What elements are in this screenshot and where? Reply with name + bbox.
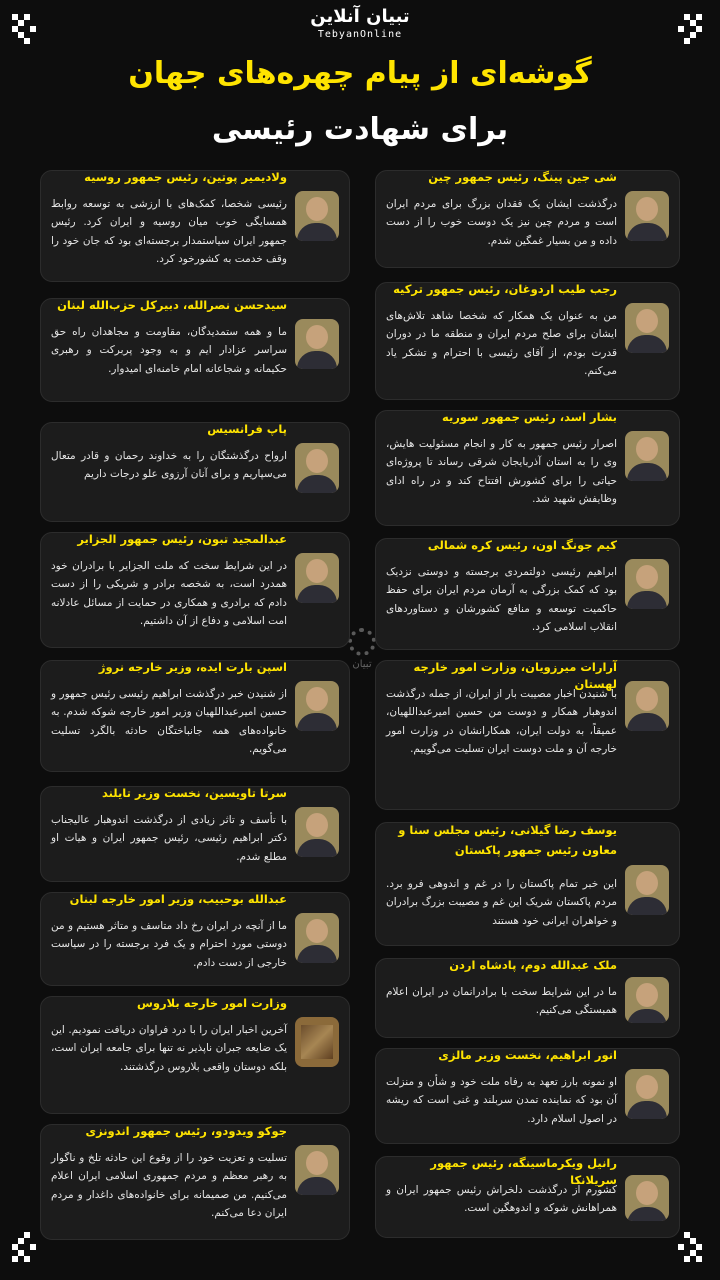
portrait-photo xyxy=(295,913,339,963)
portrait-photo xyxy=(295,443,339,493)
portrait-photo xyxy=(625,191,669,241)
portrait-photo xyxy=(295,681,339,731)
brand-logo xyxy=(0,6,720,40)
message-card xyxy=(40,170,350,282)
message-card xyxy=(40,660,350,772)
message-card xyxy=(40,892,350,986)
message-text: درگذشت ایشان یک فقدان بزرگ برای مردم ایران است و مردم چین نیز یک دوست خوب را از دست داده و من بسیار غمگین شدم. xyxy=(386,198,617,247)
portrait-photo xyxy=(625,559,669,609)
page-subtitle: برای شهادت رئیسی xyxy=(211,112,509,147)
message-text: کشورم از درگذشت دلخراش رئیس جمهور ایران و همراهانش شوکه و اندوهگین است. xyxy=(386,1184,617,1215)
speaker-name: یوسف رضا گیلانی، رئیس مجلس سنا و معاون رئیس جمهور پاکستان xyxy=(398,823,617,857)
message-card xyxy=(375,1048,680,1144)
brand-name-fa: تبیان آنلاین xyxy=(310,6,410,27)
message-text: ما و همه ستمدیدگان، مقاومت و مجاهدان راه حق سراسر عزادار ایم و به وجود پربرکت و رهبری حکیمانه و شجاعانه امام خامنه‌ای امیدوار. xyxy=(51,326,287,375)
portrait-photo xyxy=(625,1175,669,1221)
message-card xyxy=(40,298,350,402)
message-text: در این شرایط سخت که ملت الجزایر با برادران خود همدرد است، به شخصه برادر و شریکی را از دست دادم که برادری و همکاری در حمایت از مسائل عادلانه امت اسلامی و دفاع از آن داشتیم. xyxy=(51,560,287,628)
corner-ornament-bottom-left xyxy=(12,1232,48,1268)
message-card xyxy=(375,282,680,400)
message-text: با شنیدن اخبار مصیبت بار از ایران، از جمله درگذشت اندوهبار همکار و دوست من حسین امیرعبداللهیان، عمیقاً، به دولت ایران، همکارانشان در وزارت امور خارجه آن و ملت دوست ایران تسلیت می‌گوییم. xyxy=(386,688,617,756)
portrait-photo xyxy=(295,807,339,857)
corner-ornament-bottom-right xyxy=(672,1232,708,1268)
message-text: ما در این شرایط سخت با برادرانمان در ایران اعلام همبستگی می‌کنیم. xyxy=(386,986,617,1017)
speaker-name: سرتا تاویسین، نخست وزیر تایلند xyxy=(101,786,287,800)
message-text: تسلیت و تعزیت خود را از وقوع این حادثه تلخ و ناگوار به رهبر معظم و مردم جمهوری اسلامی ایران اعلام می‌کنیم. من صمیمانه برای خانواده‌های داغدار و مردم ایران دعا می‌کنم. xyxy=(51,1152,287,1220)
message-card xyxy=(40,786,350,882)
speaker-name: ملک عبدالله دوم، پادشاه اردن xyxy=(449,958,617,972)
gear-logo-icon xyxy=(348,628,376,656)
portrait-photo xyxy=(625,1069,669,1119)
message-card xyxy=(375,538,680,650)
speaker-name: پاپ فرانسیس xyxy=(207,422,287,436)
page-title: گوشه‌ای از پیام چهره‌های جهان xyxy=(128,56,592,91)
message-card xyxy=(375,822,680,946)
message-text: او نمونه بارز تعهد به رفاه ملت خود و شأن و منزلت آن بود که نماینده تمدن سربلند و غنی است که ریشه در اصول اسلام دارد. xyxy=(386,1076,617,1125)
message-text: ارواح درگذشتگان را به خداوند رحمان و قادر متعال می‌سپاریم و برای آنان آرزوی علو درجات داریم xyxy=(51,450,287,481)
speaker-name: رجب طیب اردوغان، رئیس جمهور ترکیه xyxy=(393,282,617,296)
portrait-photo xyxy=(295,191,339,241)
speaker-name: کیم جونگ اون، رئیس کره شمالی xyxy=(427,538,617,552)
speaker-name: رانیل ویکرماسینگه، رئیس جمهور سریلانکا xyxy=(430,1156,617,1188)
message-text: آخرین اخبار ایران را با درد فراوان دریافت نمودیم. این یک ضایعه جبران ناپذیر نه تنها برای جامعه ایران است، بلکه دوستان واقعی بلاروس درگذشتند. xyxy=(51,1024,287,1073)
speaker-name: انور ابراهیم، نخست وزیر مالزی xyxy=(438,1048,617,1062)
message-card xyxy=(375,170,680,268)
message-text: ما از آنچه در ایران رخ داد متاسف و متاثر هستیم و من دوستی مورد احترام و یک فرد برجسته را در سیاست خارجی از دست دادم. xyxy=(51,920,287,969)
flag-image xyxy=(295,1017,339,1067)
portrait-photo xyxy=(625,303,669,353)
portrait-photo xyxy=(295,319,339,369)
portrait-photo xyxy=(625,681,669,731)
speaker-name: آرارات میرزویان، وزارت امور خارجه لهستان xyxy=(413,660,617,692)
speaker-name: بشار اسد، رئیس جمهور سوریه xyxy=(442,410,617,424)
watermark-label: تبیان xyxy=(352,659,372,670)
message-card xyxy=(40,422,350,522)
speaker-name: عبدالمجید تبون، رئیس جمهور الجزایر xyxy=(77,532,287,546)
portrait-photo xyxy=(625,977,669,1023)
speaker-name: جوکو ویدودو، رئیس جمهور اندونزی xyxy=(85,1124,287,1138)
message-text: ابراهیم رئیسی دولتمردی برجسته و دوستی نزدیک بود که کمک بزرگی به آرمان مردم ایران برای حفظ حاکمیت توسعه و منافع کشورشان و دستاوردهای انقلاب اسلامی کرد. xyxy=(386,566,617,634)
message-text: من به عنوان یک همکار که شخصا شاهد تلاش‌های ایشان برای صلح مردم ایران و منطقه ما در دوران قدرت بودم، از آقای رئیسی با احترام و تشکر یاد می‌کنم. xyxy=(386,310,617,378)
message-card xyxy=(375,1156,680,1238)
brand-name-en: TebyanOnline xyxy=(317,29,403,40)
message-text: با تأسف و تاثر زیادی از درگذشت اندوهبار عالیجناب دکتر ابراهیم رئیسی، رئیس جمهور ایران و هیات او مطلع شدم. xyxy=(51,814,287,863)
message-text: از شنیدن خبر درگذشت ابراهیم رئیسی رئیس جمهور و حسین امیرعبداللهیان وزیر امور خارجه شوکه شدم. به خانواده‌های همه جانباختگان حادثه بالگرد تسلیت می‌گویم. xyxy=(51,688,287,756)
speaker-name: وزارت امور خارجه بلاروس xyxy=(137,996,287,1010)
message-card xyxy=(375,958,680,1038)
message-card xyxy=(375,410,680,526)
portrait-photo xyxy=(295,553,339,603)
message-text: اصرار رئیس جمهور به کار و انجام مسئولیت هایش، وی را به استان آذربایجان شرقی رساند تا پروژه‌ای حیاتی را برای کشورش افتتاح کند و در راه ادای وظایفش شهید شد. xyxy=(386,438,617,506)
speaker-name: سیدحسن نصرالله، دبیرکل حزب‌الله لبنان xyxy=(57,298,287,312)
message-card xyxy=(375,660,680,810)
speaker-name: شی جین پینگ، رئیس جمهور چین xyxy=(428,170,617,184)
speaker-name: عبدالله بوحبیب، وزیر امور خارجه لبنان xyxy=(69,892,287,906)
message-card xyxy=(40,532,350,648)
speaker-name: ولادیمیر پوتین، رئیس جمهور روسیه xyxy=(84,170,287,184)
message-text: رئیسی شخصا، کمک‌های با ارزشی به توسعه روابط همسایگی خوب میان روسیه و ایران کرد. رئیس جمهور ایران سیاستمدار برجسته‌ای بود که جان خود را وقف خدمت به کشورخود کرد. xyxy=(51,198,287,266)
speaker-name: اسپن بارت ایده، وزیر خارجه نروژ xyxy=(98,660,287,674)
portrait-photo xyxy=(625,865,669,915)
message-card xyxy=(40,1124,350,1240)
message-card xyxy=(40,996,350,1114)
portrait-photo xyxy=(295,1145,339,1195)
message-text: این خبر تمام پاکستان را در غم و اندوهی فرو برد. مردم پاکستان شریک این غم و مصیبت بزرگ برادران و خواهران ایرانی خود هستند xyxy=(386,878,617,927)
portrait-photo xyxy=(625,431,669,481)
